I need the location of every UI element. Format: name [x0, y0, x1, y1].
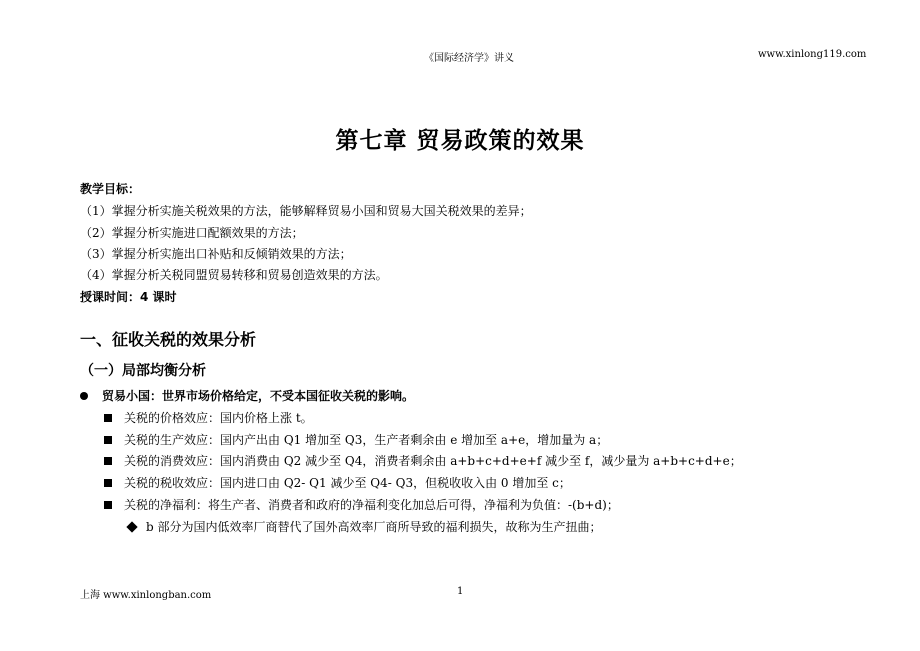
list-item-text: 关税的税收效应：国内进口由 Q2- Q1 减少至 Q4- Q3，但税收收入由 0 增加至 c； — [124, 476, 571, 490]
objective-item: （1）掌握分析实施关税效果的方法，能够解释贸易小国和贸易大国关税效果的差异； — [80, 204, 532, 218]
list-item — [104, 431, 608, 448]
list-item — [104, 409, 313, 426]
square-bullet-icon — [104, 436, 112, 444]
bullet-text: 贸易小国：世界市场价格给定，不受本国征收关税的影响。 — [102, 389, 415, 403]
objective-item: （4）掌握分析关税同盟贸易转移和贸易创造效果的方法。 — [80, 268, 388, 282]
sub-list-item — [128, 518, 602, 535]
bullet-item — [80, 387, 414, 404]
list-item-text: 关税的生产效应：国内产出由 Q1 增加至 Q3，生产者剩余由 e 增加至 a+e，增加量为 a； — [124, 433, 609, 447]
square-bullet-icon — [104, 457, 112, 465]
list-item-text: 关税的净福利：将生产者、消费者和政府的净福利变化加总后可得，净福利为负值：-(b+d)； — [124, 498, 619, 512]
teaching-time: 授课时间：4 课时 — [80, 290, 177, 304]
list-item-text: 关税的价格效应：国内价格上涨 t。 — [124, 411, 313, 425]
list-item — [104, 496, 619, 513]
chapter-title: 第七章 贸易政策的效果 — [335, 127, 585, 154]
list-item — [104, 474, 571, 491]
objective-item: （2）掌握分析实施进口配额效果的方法； — [80, 226, 304, 240]
diamond-bullet-icon — [126, 521, 137, 532]
square-bullet-icon — [104, 479, 112, 487]
header-doc-title: 《国际经济学》讲义 — [424, 53, 514, 64]
objective-item: （3）掌握分析实施出口补贴和反倾销效果的方法； — [80, 247, 352, 261]
subsection-heading: （一）局部均衡分析 — [80, 363, 206, 379]
square-bullet-icon — [104, 501, 112, 509]
page-number: 1 — [457, 586, 464, 597]
section-heading: 一、征收关税的效果分析 — [80, 330, 257, 349]
list-item — [104, 452, 742, 469]
bullet-dot-icon — [80, 392, 88, 400]
objectives-label: 教学目标： — [80, 182, 141, 196]
square-bullet-icon — [104, 414, 112, 422]
footer-website: 上海 www.xinlongban.com — [80, 590, 212, 601]
sub-list-item-text: b 部分为国内低效率厂商替代了国外高效率厂商所导致的福利损失，故称为生产扭曲； — [146, 520, 602, 534]
header-website: www.xinlong119.com — [758, 49, 867, 60]
list-item-text: 关税的消费效应：国内消费由 Q2 减少至 Q4，消费者剩余由 a+b+c+d+e+f 减少至 f，减少量为 a+b+c+d+e； — [124, 454, 742, 468]
